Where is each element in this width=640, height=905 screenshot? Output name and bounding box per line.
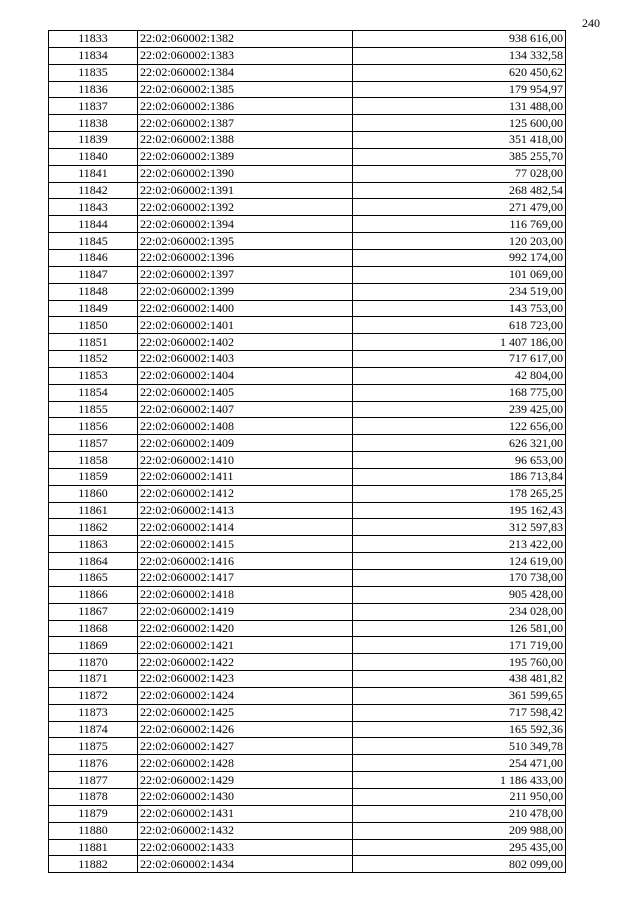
- value-cell: 361 599,65: [353, 687, 566, 704]
- value-cell: 170 738,00: [353, 570, 566, 587]
- table-row: [49, 401, 566, 418]
- row-number-cell: 11845: [49, 233, 138, 250]
- row-number-cell: 11836: [49, 81, 138, 98]
- table-row: [49, 654, 566, 671]
- cadastral-number-cell: 22:02:060002:1417: [138, 570, 353, 587]
- value-cell: 385 255,70: [353, 148, 566, 165]
- table-row: [49, 351, 566, 368]
- cadastral-number-cell: 22:02:060002:1413: [138, 502, 353, 519]
- table-row: [49, 485, 566, 502]
- cadastral-number-cell: 22:02:060002:1407: [138, 401, 353, 418]
- table-row: [49, 755, 566, 772]
- table-row: [49, 570, 566, 587]
- cadastral-number-cell: 22:02:060002:1424: [138, 687, 353, 704]
- cadastral-number-cell: 22:02:060002:1397: [138, 266, 353, 283]
- table-row: [49, 519, 566, 536]
- table-row: [49, 283, 566, 300]
- row-number-cell: 11847: [49, 266, 138, 283]
- table-row: [49, 603, 566, 620]
- row-number-cell: 11843: [49, 199, 138, 216]
- row-number-cell: 11867: [49, 603, 138, 620]
- table-row: [49, 788, 566, 805]
- cadastral-number-cell: 22:02:060002:1383: [138, 47, 353, 64]
- value-cell: 168 775,00: [353, 384, 566, 401]
- table-row: [49, 805, 566, 822]
- row-number-cell: 11878: [49, 788, 138, 805]
- value-cell: 178 265,25: [353, 485, 566, 502]
- value-cell: 122 656,00: [353, 418, 566, 435]
- value-cell: 312 597,83: [353, 519, 566, 536]
- table-row: [49, 249, 566, 266]
- row-number-cell: 11870: [49, 654, 138, 671]
- cadastral-number-cell: 22:02:060002:1412: [138, 485, 353, 502]
- row-number-cell: 11868: [49, 620, 138, 637]
- value-cell: 120 203,00: [353, 233, 566, 250]
- cadastral-number-cell: 22:02:060002:1434: [138, 856, 353, 873]
- table-row: [49, 839, 566, 856]
- cadastral-number-cell: 22:02:060002:1415: [138, 536, 353, 553]
- table-row: [49, 98, 566, 115]
- row-number-cell: 11874: [49, 721, 138, 738]
- value-cell: 626 321,00: [353, 435, 566, 452]
- cadastral-number-cell: 22:02:060002:1414: [138, 519, 353, 536]
- row-number-cell: 11839: [49, 132, 138, 149]
- registry-table: [48, 30, 566, 873]
- value-cell: 165 592,36: [353, 721, 566, 738]
- value-cell: 195 162,43: [353, 502, 566, 519]
- table-row: [49, 721, 566, 738]
- value-cell: 1 407 186,00: [353, 334, 566, 351]
- value-cell: 239 425,00: [353, 401, 566, 418]
- row-number-cell: 11855: [49, 401, 138, 418]
- table-row: [49, 31, 566, 48]
- table-row: [49, 468, 566, 485]
- table-row: [49, 367, 566, 384]
- table-row: [49, 165, 566, 182]
- row-number-cell: 11854: [49, 384, 138, 401]
- table-row: [49, 536, 566, 553]
- table-row: [49, 620, 566, 637]
- table-row: [49, 384, 566, 401]
- row-number-cell: 11871: [49, 671, 138, 688]
- value-cell: 802 099,00: [353, 856, 566, 873]
- cadastral-number-cell: 22:02:060002:1392: [138, 199, 353, 216]
- value-cell: 210 478,00: [353, 805, 566, 822]
- row-number-cell: 11849: [49, 300, 138, 317]
- row-number-cell: 11835: [49, 64, 138, 81]
- row-number-cell: 11856: [49, 418, 138, 435]
- cadastral-number-cell: 22:02:060002:1385: [138, 81, 353, 98]
- cadastral-number-cell: 22:02:060002:1433: [138, 839, 353, 856]
- table-row: [49, 317, 566, 334]
- cadastral-number-cell: 22:02:060002:1408: [138, 418, 353, 435]
- value-cell: 992 174,00: [353, 249, 566, 266]
- cadastral-number-cell: 22:02:060002:1388: [138, 132, 353, 149]
- cadastral-number-cell: 22:02:060002:1411: [138, 468, 353, 485]
- cadastral-number-cell: 22:02:060002:1389: [138, 148, 353, 165]
- cadastral-number-cell: 22:02:060002:1391: [138, 182, 353, 199]
- table-row: [49, 418, 566, 435]
- value-cell: 195 760,00: [353, 654, 566, 671]
- table-row: [49, 772, 566, 789]
- table-row: [49, 687, 566, 704]
- cadastral-number-cell: 22:02:060002:1421: [138, 637, 353, 654]
- value-cell: 717 598,42: [353, 704, 566, 721]
- row-number-cell: 11853: [49, 367, 138, 384]
- value-cell: 234 028,00: [353, 603, 566, 620]
- row-number-cell: 11846: [49, 249, 138, 266]
- cadastral-number-cell: 22:02:060002:1416: [138, 553, 353, 570]
- row-number-cell: 11864: [49, 553, 138, 570]
- value-cell: 620 450,62: [353, 64, 566, 81]
- table-row: [49, 300, 566, 317]
- cadastral-number-cell: 22:02:060002:1387: [138, 115, 353, 132]
- value-cell: 618 723,00: [353, 317, 566, 334]
- row-number-cell: 11840: [49, 148, 138, 165]
- table-row: [49, 502, 566, 519]
- value-cell: 131 488,00: [353, 98, 566, 115]
- cadastral-number-cell: 22:02:060002:1390: [138, 165, 353, 182]
- table-row: [49, 738, 566, 755]
- row-number-cell: 11850: [49, 317, 138, 334]
- table-row: [49, 553, 566, 570]
- cadastral-number-cell: 22:02:060002:1402: [138, 334, 353, 351]
- row-number-cell: 11877: [49, 772, 138, 789]
- value-cell: 938 616,00: [353, 31, 566, 48]
- value-cell: 77 028,00: [353, 165, 566, 182]
- value-cell: 171 719,00: [353, 637, 566, 654]
- row-number-cell: 11833: [49, 31, 138, 48]
- cadastral-number-cell: 22:02:060002:1405: [138, 384, 353, 401]
- row-number-cell: 11858: [49, 452, 138, 469]
- table-row: [49, 199, 566, 216]
- row-number-cell: 11863: [49, 536, 138, 553]
- page-number: 240: [582, 16, 600, 30]
- cadastral-number-cell: 22:02:060002:1425: [138, 704, 353, 721]
- cadastral-number-cell: 22:02:060002:1386: [138, 98, 353, 115]
- table-row: [49, 586, 566, 603]
- row-number-cell: 11865: [49, 570, 138, 587]
- table-row: [49, 115, 566, 132]
- value-cell: 271 479,00: [353, 199, 566, 216]
- value-cell: 234 519,00: [353, 283, 566, 300]
- row-number-cell: 11852: [49, 351, 138, 368]
- cadastral-number-cell: 22:02:060002:1399: [138, 283, 353, 300]
- cadastral-number-cell: 22:02:060002:1428: [138, 755, 353, 772]
- cadastral-number-cell: 22:02:060002:1432: [138, 822, 353, 839]
- cadastral-number-cell: 22:02:060002:1418: [138, 586, 353, 603]
- value-cell: 42 804,00: [353, 367, 566, 384]
- table-row: [49, 132, 566, 149]
- cadastral-number-cell: 22:02:060002:1420: [138, 620, 353, 637]
- cadastral-number-cell: 22:02:060002:1384: [138, 64, 353, 81]
- row-number-cell: 11882: [49, 856, 138, 873]
- value-cell: 717 617,00: [353, 351, 566, 368]
- value-cell: 510 349,78: [353, 738, 566, 755]
- table-row: [49, 182, 566, 199]
- value-cell: 209 988,00: [353, 822, 566, 839]
- cadastral-number-cell: 22:02:060002:1429: [138, 772, 353, 789]
- row-number-cell: 11857: [49, 435, 138, 452]
- table-row: [49, 856, 566, 873]
- cadastral-number-cell: 22:02:060002:1394: [138, 216, 353, 233]
- cadastral-number-cell: 22:02:060002:1430: [138, 788, 353, 805]
- value-cell: 295 435,00: [353, 839, 566, 856]
- value-cell: 905 428,00: [353, 586, 566, 603]
- row-number-cell: 11844: [49, 216, 138, 233]
- value-cell: 351 418,00: [353, 132, 566, 149]
- value-cell: 96 653,00: [353, 452, 566, 469]
- value-cell: 125 600,00: [353, 115, 566, 132]
- row-number-cell: 11860: [49, 485, 138, 502]
- row-number-cell: 11876: [49, 755, 138, 772]
- value-cell: 134 332,58: [353, 47, 566, 64]
- cadastral-number-cell: 22:02:060002:1422: [138, 654, 353, 671]
- cadastral-number-cell: 22:02:060002:1403: [138, 351, 353, 368]
- value-cell: 186 713,84: [353, 468, 566, 485]
- value-cell: 101 069,00: [353, 266, 566, 283]
- value-cell: 126 581,00: [353, 620, 566, 637]
- row-number-cell: 11837: [49, 98, 138, 115]
- table-row: [49, 233, 566, 250]
- value-cell: 211 950,00: [353, 788, 566, 805]
- cadastral-number-cell: 22:02:060002:1410: [138, 452, 353, 469]
- cadastral-number-cell: 22:02:060002:1401: [138, 317, 353, 334]
- cadastral-number-cell: 22:02:060002:1396: [138, 249, 353, 266]
- row-number-cell: 11879: [49, 805, 138, 822]
- table-row: [49, 637, 566, 654]
- row-number-cell: 11866: [49, 586, 138, 603]
- value-cell: 254 471,00: [353, 755, 566, 772]
- table-row: [49, 64, 566, 81]
- row-number-cell: 11834: [49, 47, 138, 64]
- value-cell: 213 422,00: [353, 536, 566, 553]
- row-number-cell: 11869: [49, 637, 138, 654]
- row-number-cell: 11842: [49, 182, 138, 199]
- row-number-cell: 11873: [49, 704, 138, 721]
- value-cell: 124 619,00: [353, 553, 566, 570]
- cadastral-number-cell: 22:02:060002:1382: [138, 31, 353, 48]
- cadastral-number-cell: 22:02:060002:1423: [138, 671, 353, 688]
- row-number-cell: 11875: [49, 738, 138, 755]
- cadastral-number-cell: 22:02:060002:1427: [138, 738, 353, 755]
- table-row: [49, 704, 566, 721]
- cadastral-number-cell: 22:02:060002:1400: [138, 300, 353, 317]
- row-number-cell: 11861: [49, 502, 138, 519]
- row-number-cell: 11881: [49, 839, 138, 856]
- table-row: [49, 148, 566, 165]
- row-number-cell: 11851: [49, 334, 138, 351]
- row-number-cell: 11841: [49, 165, 138, 182]
- value-cell: 438 481,82: [353, 671, 566, 688]
- table-row: [49, 435, 566, 452]
- value-cell: 179 954,97: [353, 81, 566, 98]
- table-row: [49, 334, 566, 351]
- cadastral-number-cell: 22:02:060002:1426: [138, 721, 353, 738]
- cadastral-number-cell: 22:02:060002:1431: [138, 805, 353, 822]
- table-row: [49, 47, 566, 64]
- table-row: [49, 266, 566, 283]
- table-row: [49, 671, 566, 688]
- row-number-cell: 11838: [49, 115, 138, 132]
- row-number-cell: 11872: [49, 687, 138, 704]
- value-cell: 268 482,54: [353, 182, 566, 199]
- table-body: [49, 31, 566, 873]
- value-cell: 1 186 433,00: [353, 772, 566, 789]
- table-row: [49, 216, 566, 233]
- row-number-cell: 11880: [49, 822, 138, 839]
- row-number-cell: 11862: [49, 519, 138, 536]
- table-row: [49, 81, 566, 98]
- cadastral-number-cell: 22:02:060002:1409: [138, 435, 353, 452]
- cadastral-number-cell: 22:02:060002:1419: [138, 603, 353, 620]
- row-number-cell: 11859: [49, 468, 138, 485]
- table-row: [49, 822, 566, 839]
- table-row: [49, 452, 566, 469]
- row-number-cell: 11848: [49, 283, 138, 300]
- cadastral-number-cell: 22:02:060002:1395: [138, 233, 353, 250]
- value-cell: 116 769,00: [353, 216, 566, 233]
- value-cell: 143 753,00: [353, 300, 566, 317]
- cadastral-number-cell: 22:02:060002:1404: [138, 367, 353, 384]
